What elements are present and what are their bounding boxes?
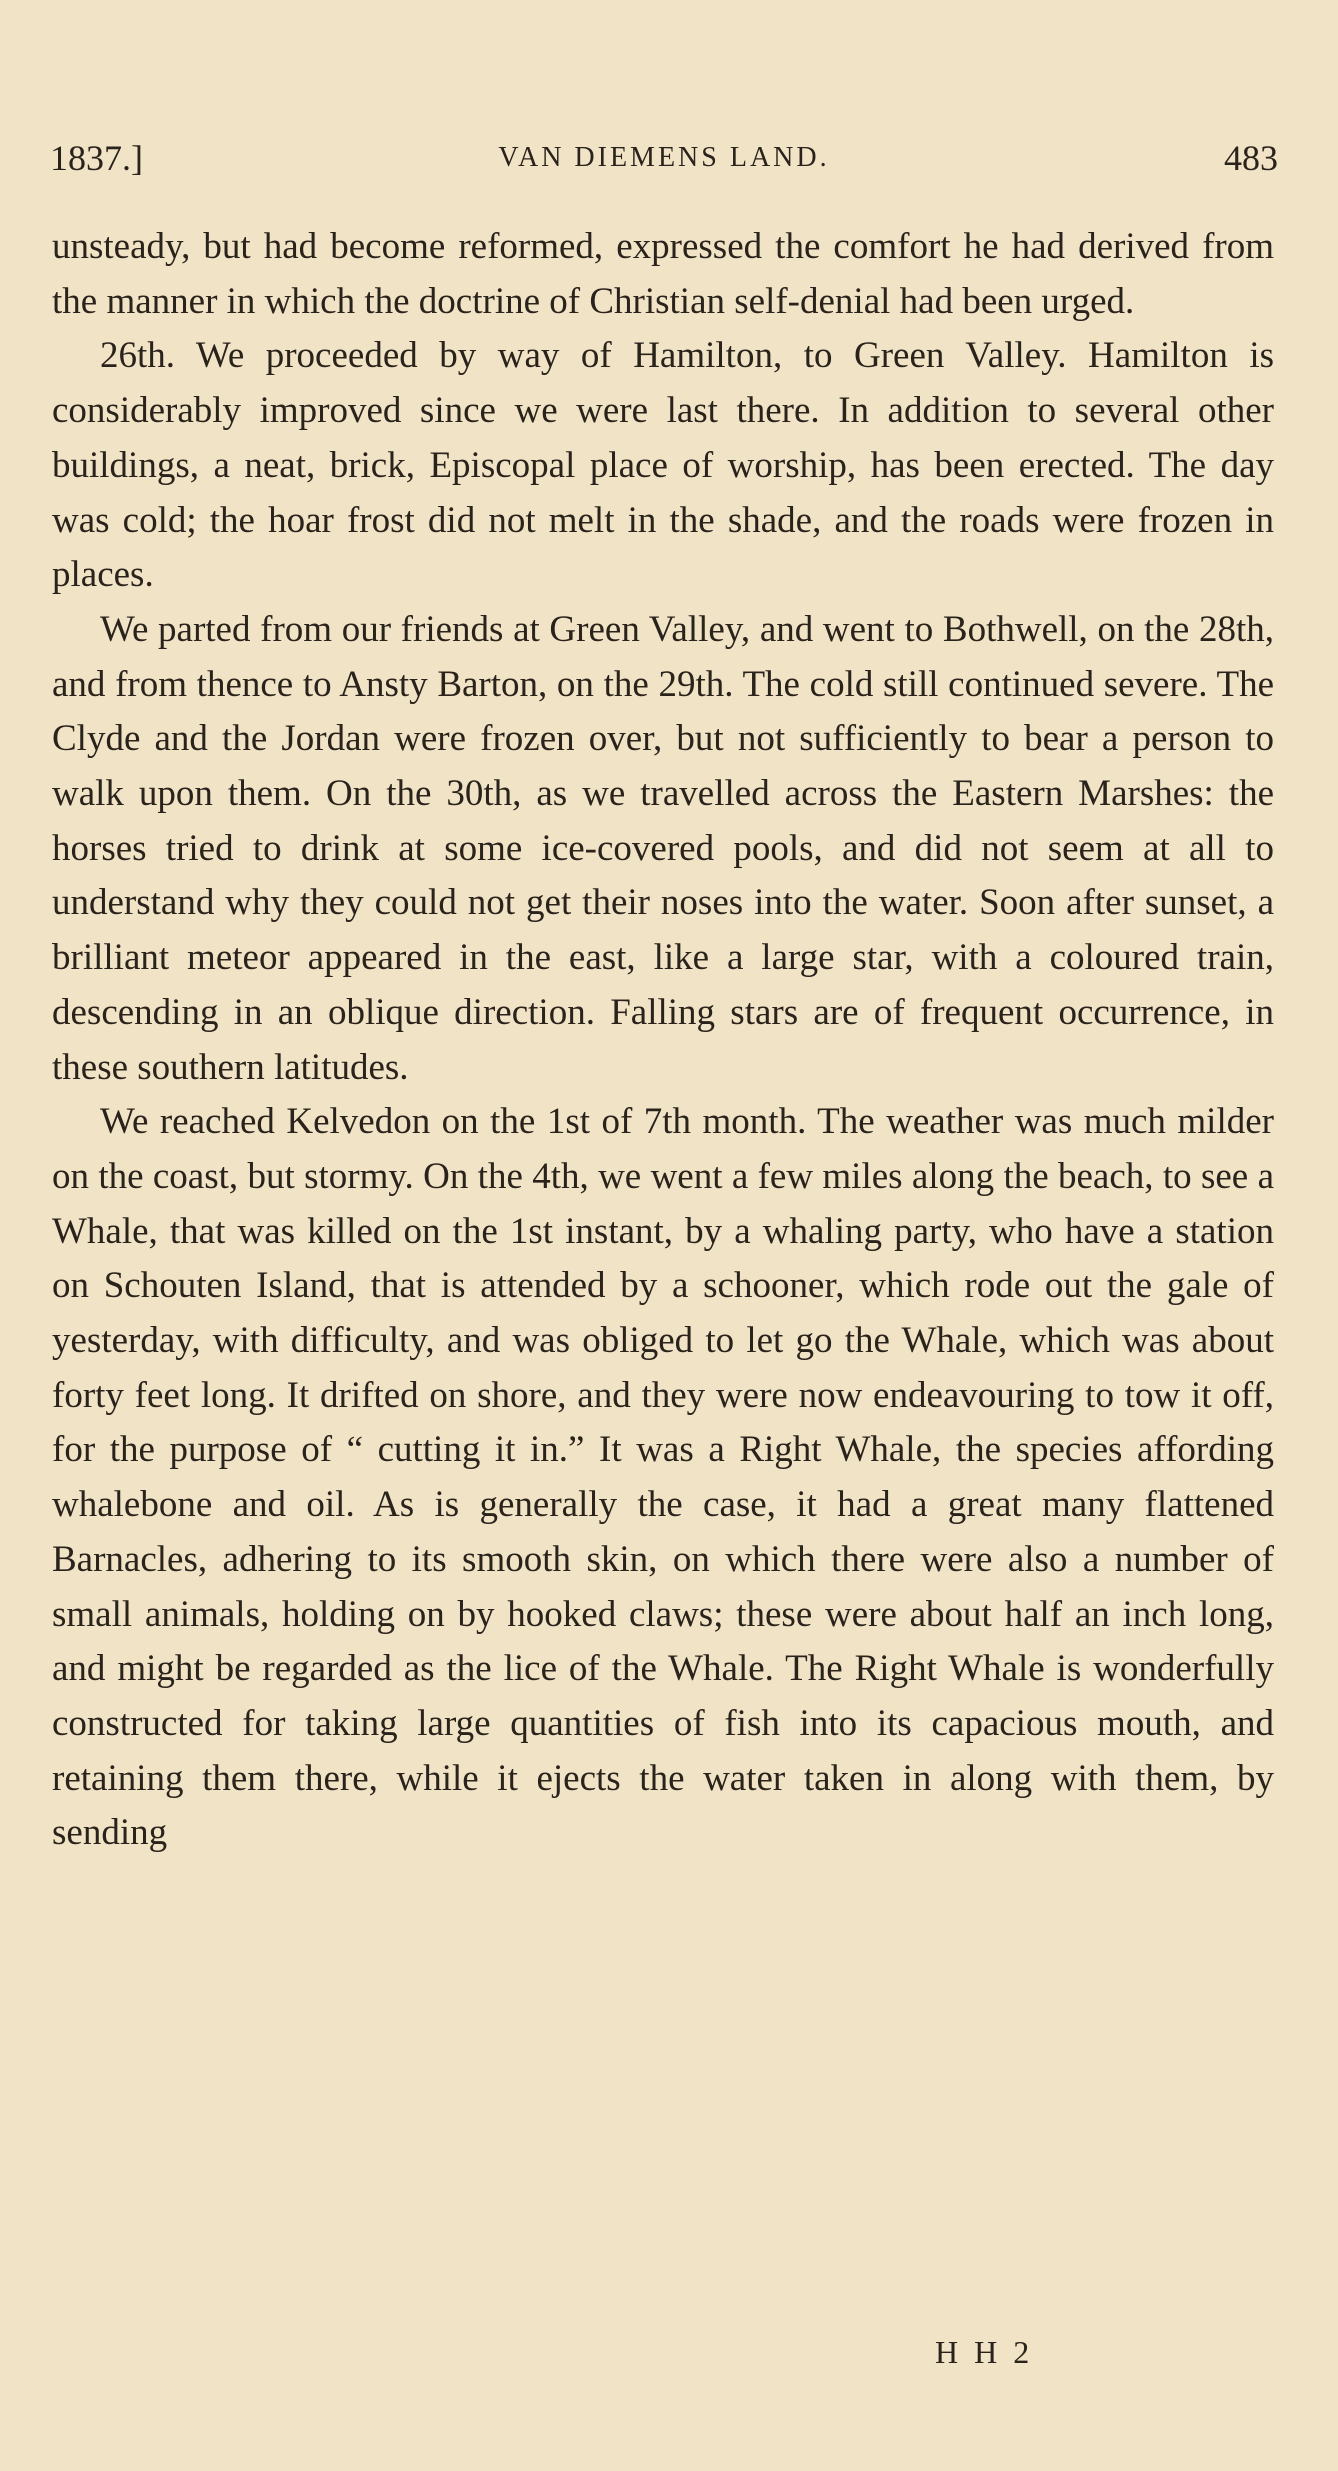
paragraph: 26th. We proceeded by way of Hamilton, to Green Valley. Hamilton is considerably improved since we were last there. In addition to several other buildings, a neat, brick, Episcopal place of worship, has been erected. The day was cold; the hoar frost did not melt in the shade, and the roads were frozen in places. xyxy=(52,335,1274,596)
paragraph: We parted from our friends at Green Valley, and went to Bothwell, on the 28th, and from thence to Ansty Barton, on the 29th. The cold still continued severe. The Clyde and the Jordan were frozen over, but not sufficiently to bear a person to walk upon them. On the 30th, as we travelled across the Eastern Marshes: the horses tried to drink at some ice-covered pools, and did not seem at all to understand why they could not get their noses into the water. Soon after sunset, a brilliant meteor appeared in the east, like a large star, with a coloured train, descending in an oblique direction. Falling stars are of frequent occurrence, in these southern latitudes. xyxy=(52,608,1274,1088)
header-title: VAN DIEMENS LAND. xyxy=(498,142,830,173)
page-number: 483 xyxy=(1224,138,1278,178)
body-text xyxy=(52,220,1274,1861)
paragraph: unsteady, but had become reformed, expressed the comfort he had derived from the manner in which the doctrine of Christian self-denial had been urged. xyxy=(52,226,1274,322)
header-year: 1837.] xyxy=(50,138,143,178)
signature-mark: H H 2 xyxy=(935,2334,1034,2370)
running-head xyxy=(50,130,1278,186)
paragraph: We reached Kelvedon on the 1st of 7th month. The weather was much milder on the coast, but stormy. On the 4th, we went a few miles along the beach, to see a Whale, that was killed on the 1st instant, by a whaling party, who have a station on Schouten Island, that is attended by a schooner, which rode out the gale of yesterday, with difficulty, and was obliged to let go the Whale, which was about forty feet long. It drifted on shore, and they were now endeavouring to tow it off, for the purpose of “ cutting it in.” It was a Right Whale, the species affording whalebone and oil. As is generally the case, it had a great many flattened Barnacles, adhering to its smooth skin, on which there were also a number of small animals, holding on by hooked claws; these were about half an inch long, and might be regarded as the lice of the Whale. The Right Whale is wonderfully constructed for taking large quantities of fish into its capacious mouth, and retaining them there, while it ejects the water taken in along with them, by sending xyxy=(52,1101,1274,1854)
